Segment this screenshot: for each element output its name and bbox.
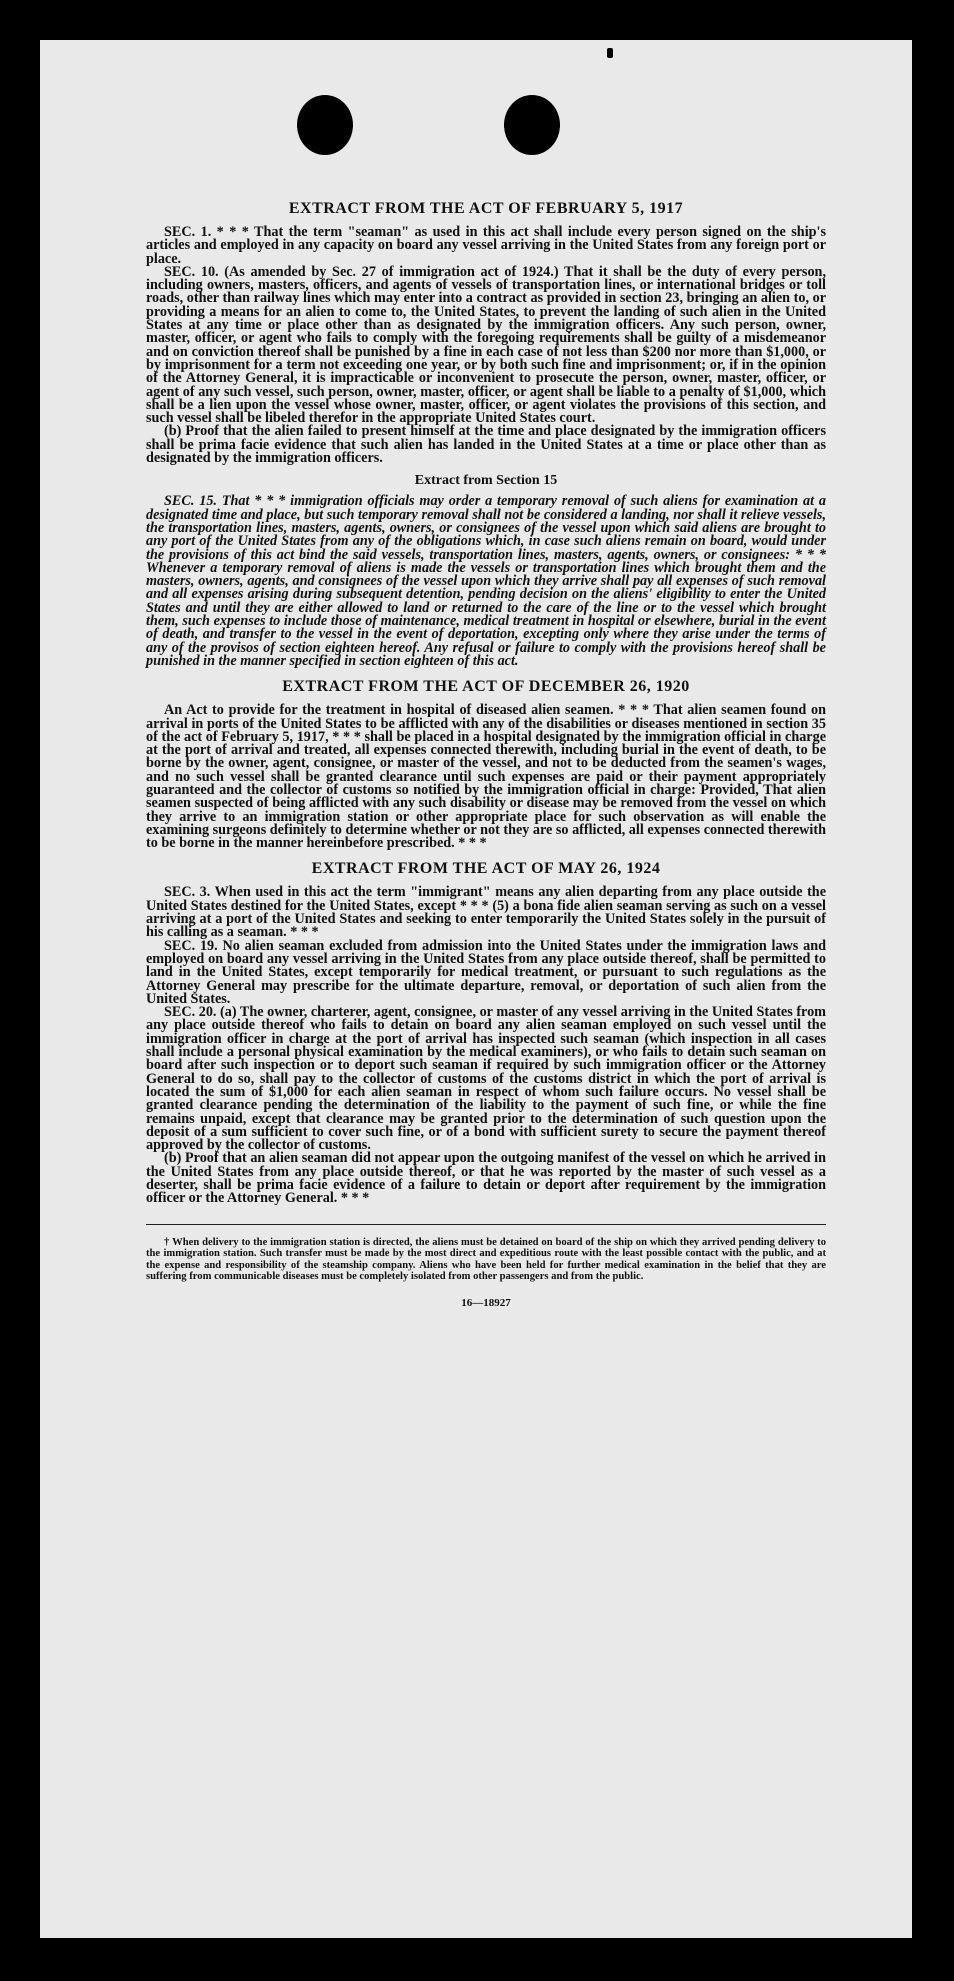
footnote-divider xyxy=(146,1224,826,1225)
form-code: 16—18927 xyxy=(461,1296,511,1309)
document-body xyxy=(146,190,826,1309)
ink-speck xyxy=(607,48,613,58)
para-sec-20-a: SEC. 20. (a) The owner, charterer, agent, consignee, or master of any vessel arriving in the United States from any place outside thereof who fails to detain on board any alien seaman employed on such vessel until the immigration officer in charge at the port of arrival has inspected such seaman (which inspection in all cases shall include a personal physical examination by the medical examiners), or who fails to detain such seaman on board after such inspection or to deport such seaman if required by such immigration officer or the Attorney General to do so, shall pay to the collector of customs of the customs district in which the port of arrival is located the sum of $1,000 for each alien seaman in respect of whom such failure occurs. No vessel shall be granted clearance pending the determination of the liability to the payment of such fine, or while the fine remains unpaid, except that clearance may be granted prior to the determination of such question upon the deposit of a sum sufficient to cover such fine, or of a bond with sufficient surety to secure the payment thereof approved by the collector of customs. xyxy=(146,1004,826,1154)
para-sec-3: SEC. 3. When used in this act the term "immigrant" means any alien departing from any place outside the United States destined for the United States, except * * * (5) a bona fide alien seaman serving as such on a vessel arriving at a port of the United States and seeking to enter temporarily the United States solely in the pursuit of his calling as a seaman. * * * xyxy=(146,884,826,941)
footnote-text: † When delivery to the immigration station is directed, the aliens must be detained on board of the ship on which they arrived pending delivery to the immigration station. Such transfer must be made by the most direct and expeditious route with the least possible contact with the public, and at the expense and responsibility of the steamship company. Aliens who have been held for further medical examination in the belief that they are suffering from communicable diseases must be completely isolated from other passengers and from the public. xyxy=(146,1236,826,1283)
punch-hole-right xyxy=(504,95,560,155)
heading-act-may-1924: EXTRACT FROM THE ACT OF MAY 26, 1924 xyxy=(311,860,661,878)
para-sec-10: SEC. 10. (As amended by Sec. 27 of immigration act of 1924.) That it shall be the duty of every person, including owners, masters, officers, and agents of vessels of transportation lines, or international bridges or toll roads, other than railway lines which may enter into a contract as provided in section 23, bringing an alien to, or providing a means for an alien to come to, the United States, to prevent the landing of such alien in the United States at any time or place other than as designated by the immigration officers. Any such person, owner, master, officer, or agent who fails to comply with the foregoing requirements shall be guilty of a misdemeanor and on conviction thereof shall be punished by a fine in each case of not less than $200 nor more than $1,000, or by imprisonment for a term not exceeding one year, or by both such fine and imprisonment; or, if in the opinion of the Attorney General, it is impracticable or inconvenient to prosecute the person, owner, master, officer, or agent of any such vessel, such person, owner, master, officer, or agent shall be liable to a penalty of $1,000, which shall be a lien upon the vessel whose owner, master, officer, or agent violates the provisions of this section, and such vessel shall be libeled therefor in the appropriate United States court. xyxy=(146,263,826,427)
heading-act-dec-1920: EXTRACT FROM THE ACT OF DECEMBER 26, 1920 xyxy=(282,678,690,696)
subheading-section-15: Extract from Section 15 xyxy=(414,473,558,489)
punch-hole-left xyxy=(297,95,353,155)
footnote xyxy=(146,1237,826,1283)
heading-act-feb-1917: EXTRACT FROM THE ACT OF FEBRUARY 5, 1917 xyxy=(288,200,684,217)
para-sec-20-b: (b) Proof that an alien seaman did not appear upon the outgoing manifest of the vessel on which he arrived in the United States from any place outside thereof, or that he was reported by the master of such vessel as a deserter, shall be prima facie evidence of a failure to detain or deport after requirement by the immigration officer or the Attorney General. * * * xyxy=(146,1150,826,1207)
para-sec-19: SEC. 19. No alien seaman excluded from admission into the United States under the immigration laws and employed on board any vessel arriving in the United States from any place outside thereof, shall be permitted to land in the United States, except temporarily for medical treatment, or pursuant to such regulations as the Attorney General may prescribe for the ultimate departure, removal, or deportation of such alien from the United States. xyxy=(146,937,826,1007)
para-sec-10-b: (b) Proof that the alien failed to present himself at the time and place designated by the immigration officers shall be prima facie evidence that such alien has landed in the United States at a time or place other than as designated by the immigration officers. xyxy=(146,423,826,467)
para-sec-15: SEC. 15. That * * * immigration officials may order a temporary removal of such aliens for examination at a designated time and place, but such temporary removal shall not be considered a landing, nor shall it relieve vessels, the transportation lines, masters, agents, owners, or consignees of the vessel upon which said aliens are brought to any port of the United States from any of the obligations which, in case such aliens remain on board, would under the provisions of this act bind the said vessels, transportation lines, masters, agents, owners, or consignees: * * * Whenever a temporary removal of aliens is made the vessels or transportation lines which brought them and the masters, owners, agents, and consignees of the vessel upon which they arrive shall pay all expenses of such removal and all expenses arising during subsequent detention, pending decision on the aliens' eligibility to enter the United States and until they are either allowed to land or returned to the care of the line or to the vessel which brought them, such expenses to include those of maintenance, medical treatment in hospital or elsewhere, burial in the event of death, and transfer to the vessel in the event of deportation, excepting only where they arise under the terms of any of the provisos of section eighteen hereof. Any refusal or failure to comply with the provisions hereof shall be punished in the manner specified in section eighteen of this act. xyxy=(146,493,826,669)
document-sheet xyxy=(40,40,912,1938)
para-sec-1: SEC. 1. * * * That the term "seaman" as used in this act shall include every person signed on the ship's articles and employed in any capacity on board any vessel arriving in the United States from any foreign port or place. xyxy=(146,224,826,267)
para-act-1920: An Act to provide for the treatment in hospital of diseased alien seamen. * * * That alien seamen found on arrival in ports of the United States to be afflicted with any of the disabilities or diseases mentioned in section 35 of the act of February 5, 1917, * * * shall be placed in a hospital designated by the immigration official in charge at the port of arrival and treated, all expenses connected therewith, including burial in the event of death, to be borne by the owner, agent, consignee, or master of the vessel, and not to be deducted from the seamen's wages, and no such vessel shall be granted clearance until such expenses are paid or their payment appropriately guaranteed and the collector of customs so notified by the immigration official in charge: Provided, That alien seamen suspected of being afflicted with any such disability or disease may be removed from the vessel on which they arrive to an immigration station or other appropriate place for such observation as will enable the examining surgeons definitely to determine whether or not they are so afflicted, all expenses connected therewith to be borne in the manner hereinbefore prescribed. * * * xyxy=(146,702,826,852)
